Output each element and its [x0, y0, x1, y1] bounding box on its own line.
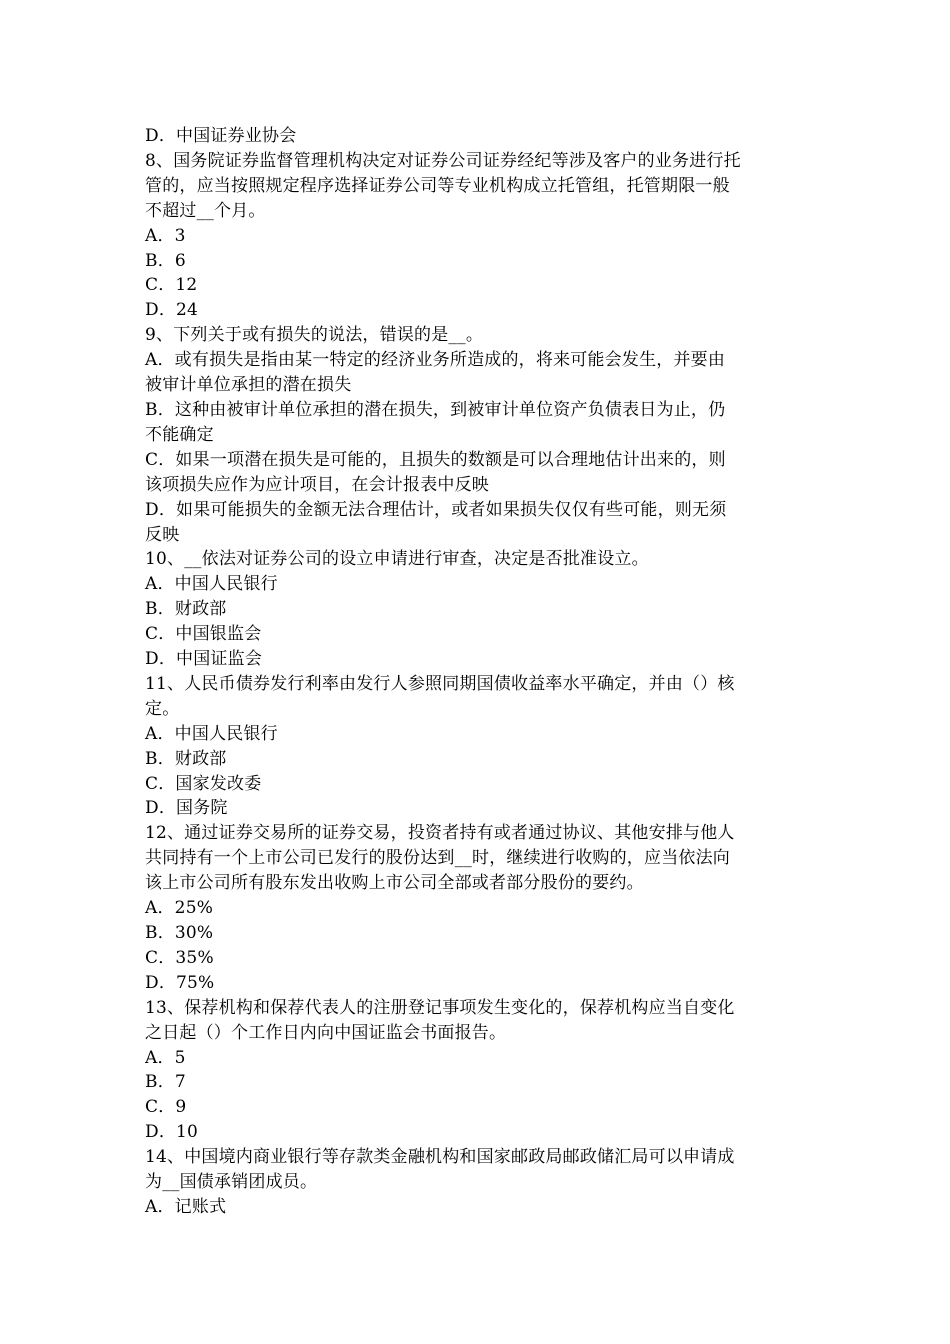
text-line: C．12 — [145, 275, 198, 296]
text-line: A．记账式 — [145, 1196, 227, 1217]
text-line: D．如果可能损失的金额无法合理估计，或者如果损失仅仅有些可能，则无须 — [145, 499, 727, 520]
text-line: A．3 — [145, 225, 186, 246]
document-page — [145, 124, 809, 1220]
text-line: C．9 — [145, 1097, 187, 1118]
text-line: 管的，应当按照规定程序选择证券公司等专业机构成立托管组，托管期限一般 — [145, 175, 730, 196]
text-line: 12、通过证券交易所的证券交易，投资者持有或者通过协议、其他安排与他人 — [145, 823, 735, 844]
text-line: D．10 — [145, 1122, 199, 1143]
text-line: B．财政部 — [145, 599, 227, 620]
text-line: B．财政部 — [145, 748, 227, 769]
text-line: 不超过__个月。 — [145, 200, 266, 221]
text-line: C．如果一项潜在损失是可能的，且损失的数额是可以合理地估计出来的，则 — [145, 449, 726, 470]
text-line: D．中国证券业协会 — [145, 126, 297, 146]
text-line: 定。 — [145, 698, 180, 719]
text-line: 反映 — [145, 524, 180, 545]
text-line: A．中国人民银行 — [145, 574, 278, 595]
text-line: A．或有损失是指由某一特定的经济业务所造成的，将来可能会发生，并要由 — [145, 350, 726, 371]
text-line: B．这种由被审计单位承担的潜在损失，到被审计单位资产负债表日为止，仍 — [145, 399, 726, 420]
text-line: 该上市公司所有股东发出收购上市公司全部或者部分股份的要约。 — [145, 873, 644, 894]
text-line: C．35% — [145, 947, 214, 968]
text-line: D．75% — [145, 972, 215, 993]
text-line: C．中国银监会 — [145, 624, 262, 645]
text-line: 8、国务院证券监督管理机构决定对证券公司证券经纪等涉及客户的业务进行托 — [145, 150, 741, 171]
text-line: 13、保荐机构和保荐代表人的注册登记事项发生变化的，保荐机构应当自变化 — [145, 997, 735, 1018]
text-line: 被审计单位承担的潜在损失 — [145, 375, 352, 396]
text-line: D．国务院 — [145, 798, 228, 819]
text-line: A．25% — [145, 898, 214, 919]
text-line: A．5 — [145, 1047, 186, 1068]
text-line: A．中国人民银行 — [145, 723, 278, 744]
text-line: D．24 — [145, 300, 199, 321]
text-line: 9、下列关于或有损失的说法，错误的是__。 — [145, 325, 484, 346]
text-line: 之日起（）个工作日内向中国证监会书面报告。 — [145, 1022, 507, 1043]
text-line: B．6 — [145, 250, 186, 271]
text-line: 14、中国境内商业银行等存款类金融机构和国家邮政局邮政储汇局可以申请成 — [145, 1147, 735, 1168]
text-line: 为__国债承销团成员。 — [145, 1172, 318, 1193]
text-line: 10、__依法对证券公司的设立申请进行审查，决定是否批准设立。 — [145, 549, 649, 570]
text-line: 11、人民币债券发行利率由发行人参照同期国债收益率水平确定，并由（）核 — [145, 673, 735, 694]
text-line: B．7 — [145, 1072, 186, 1093]
text-line: 该项损失应作为应计项目，在会计报表中反映 — [145, 474, 489, 495]
text-line: C．国家发改委 — [145, 773, 262, 794]
text-line: 共同持有一个上市公司已发行的股份达到__时，继续进行收购的，应当依法向 — [145, 848, 730, 869]
text-line: 不能确定 — [145, 424, 214, 445]
text-line: D．中国证监会 — [145, 649, 263, 670]
text-line: B．30% — [145, 923, 214, 943]
